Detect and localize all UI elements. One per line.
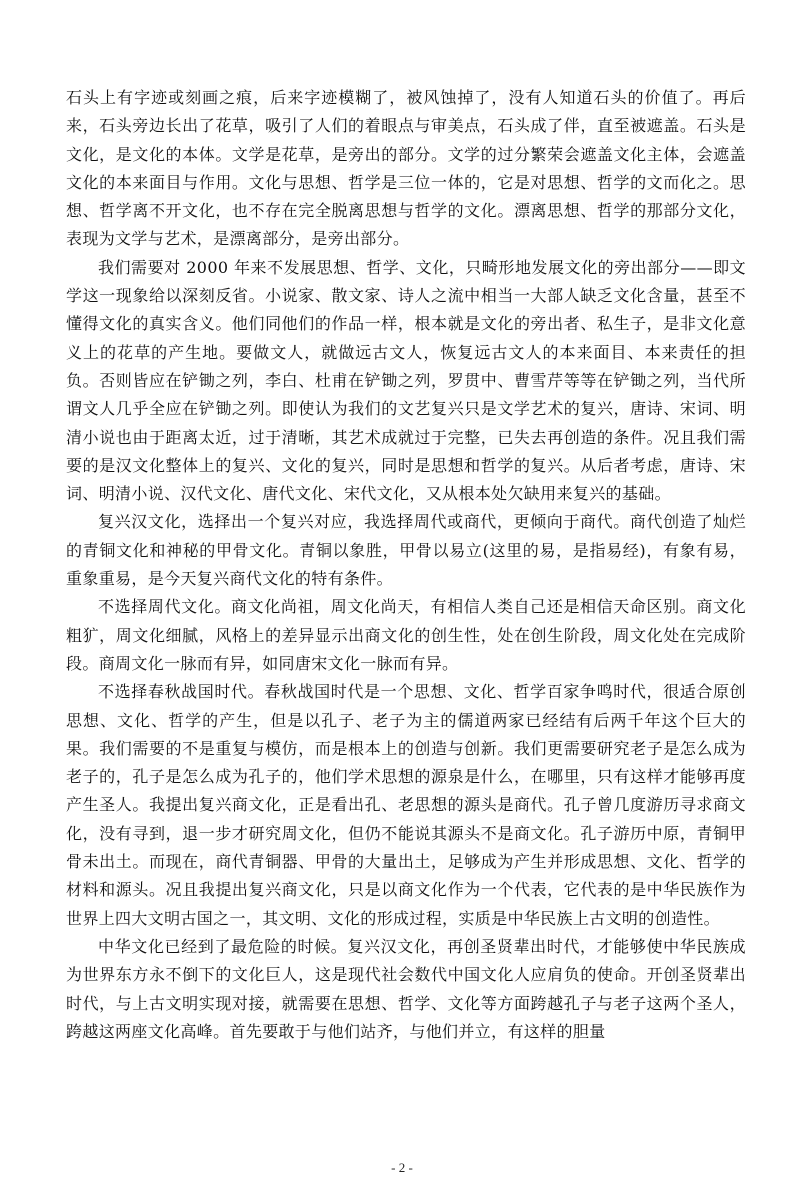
- paragraph-continuation: 石头上有字迹或刻画之痕，后来字迹模糊了，被风蚀掉了，没有人知道石头的价值了。再后来，石头旁边长出了花草，吸引了人们的着眼点与审美点，石头成了伴，直至被遮盖。石头是文化，是文化的本体。文学是花草，是旁出的部分。文学的过分繁荣会遮盖文化主体，会遮盖文化的本来面目与作用。文化与思想、哲学是三位一体的，它是对思想、哲学的文而化之。思想、哲学离不开文化，也不存在完全脱离思想与哲学的文化。漂离思想、哲学的那部分文化，表现为文学与艺术，是漂离部分，是旁出部分。: [66, 88, 746, 249]
- paragraph: 我们需要对 2000 年来不发展思想、哲学、文化，只畸形地发展文化的旁出部分——即文学这一现象给以深刻反省。小说家、散文家、诗人之流中相当一大部人缺乏文化含量，甚至不懂得文化的真实含义。他们同他们的作品一样，根本就是文化的旁出者、私生子，是非文化意义上的花草的产生地。要做文人，就做远古文人，恢复远古文人的本来面目、本来责任的担负。否则皆应在铲锄之列，李白、杜甫在铲锄之列，罗贯中、曹雪芹等等在铲锄之列，当代所谓文人几乎全应在铲锄之列。即使认为我们的文艺复兴只是文学艺术的复兴，唐诗、宋词、明清小说也由于距离太近，过于清晰，其艺术成就过于完整，已失去再创造的条件。况且我们需要的是汉文化整体上的复兴、文化的复兴，同时是思想和哲学的复兴。从后者考虑，唐诗、宋词、明清小说、汉代文化、唐代文化、宋代文化，又从根本处欠缺用来复兴的基础。: [66, 257, 746, 504]
- paragraph: 不选择春秋战国时代。春秋战国时代是一个思想、文化、哲学百家争鸣时代，很适合原创思想、文化、哲学的产生，但是以孔子、老子为主的儒道两家已经结有后两千年这个巨大的果。我们需要的不是重复与模仿，而是根本上的创造与创新。我们更需要研究老子是怎么成为老子的，孔子是怎么成为孔子的，他们学术思想的源泉是什么，在哪里，只有这样才能够再度产生圣人。我提出复兴商文化，正是看出孔、老思想的源头是商代。孔子曾几度游历寻求商文化，没有寻到，退一步才研究周文化，但仍不能说其源头不是商文化。孔子游历中原，青铜甲骨未出土。而现在，商代青铜器、甲骨的大量出土，足够成为产生并形成思想、文化、哲学的材料和源头。况且我提出复兴商文化，只是以商文化作为一个代表，它代表的是中华民族作为世界上四大文明古国之一，其文明、文化的形成过程，实质是中华民族上古文明的创造性。: [66, 682, 746, 928]
- document-body: [66, 84, 746, 1046]
- paragraph: 复兴汉文化，选择出一个复兴对应，我选择周代或商代，更倾向于商代。商代创造了灿烂的青铜文化和神秘的甲骨文化。青铜以象胜，甲骨以易立(这里的易，是指易经)，有象有易，重象重易，是今天复兴商代文化的特有条件。: [66, 512, 746, 589]
- paragraph: 中华文化已经到了最危险的时候。复兴汉文化，再创圣贤辈出时代，才能够使中华民族成为世界东方永不倒下的文化巨人，这是现代社会数代中国文化人应肩负的使命。开创圣贤辈出时代，与上古文明实现对接，就需要在思想、哲学、文化等方面跨越孔子与老子这两个圣人，跨越这两座文化高峰。首先要敢于与他们站齐，与他们并立，有这样的胆量: [66, 936, 746, 1041]
- page-number: - 2 -: [391, 1160, 413, 1175]
- paragraph: 不选择周代文化。商文化尚祖，周文化尚天，有相信人类自己还是相信天命区别。商文化粗犷，周文化细腻，风格上的差异显示出商文化的创生性，处在创生阶段，周文化处在完成阶段。商周文化一脉而有异，如同唐宋文化一脉而有异。: [66, 597, 746, 673]
